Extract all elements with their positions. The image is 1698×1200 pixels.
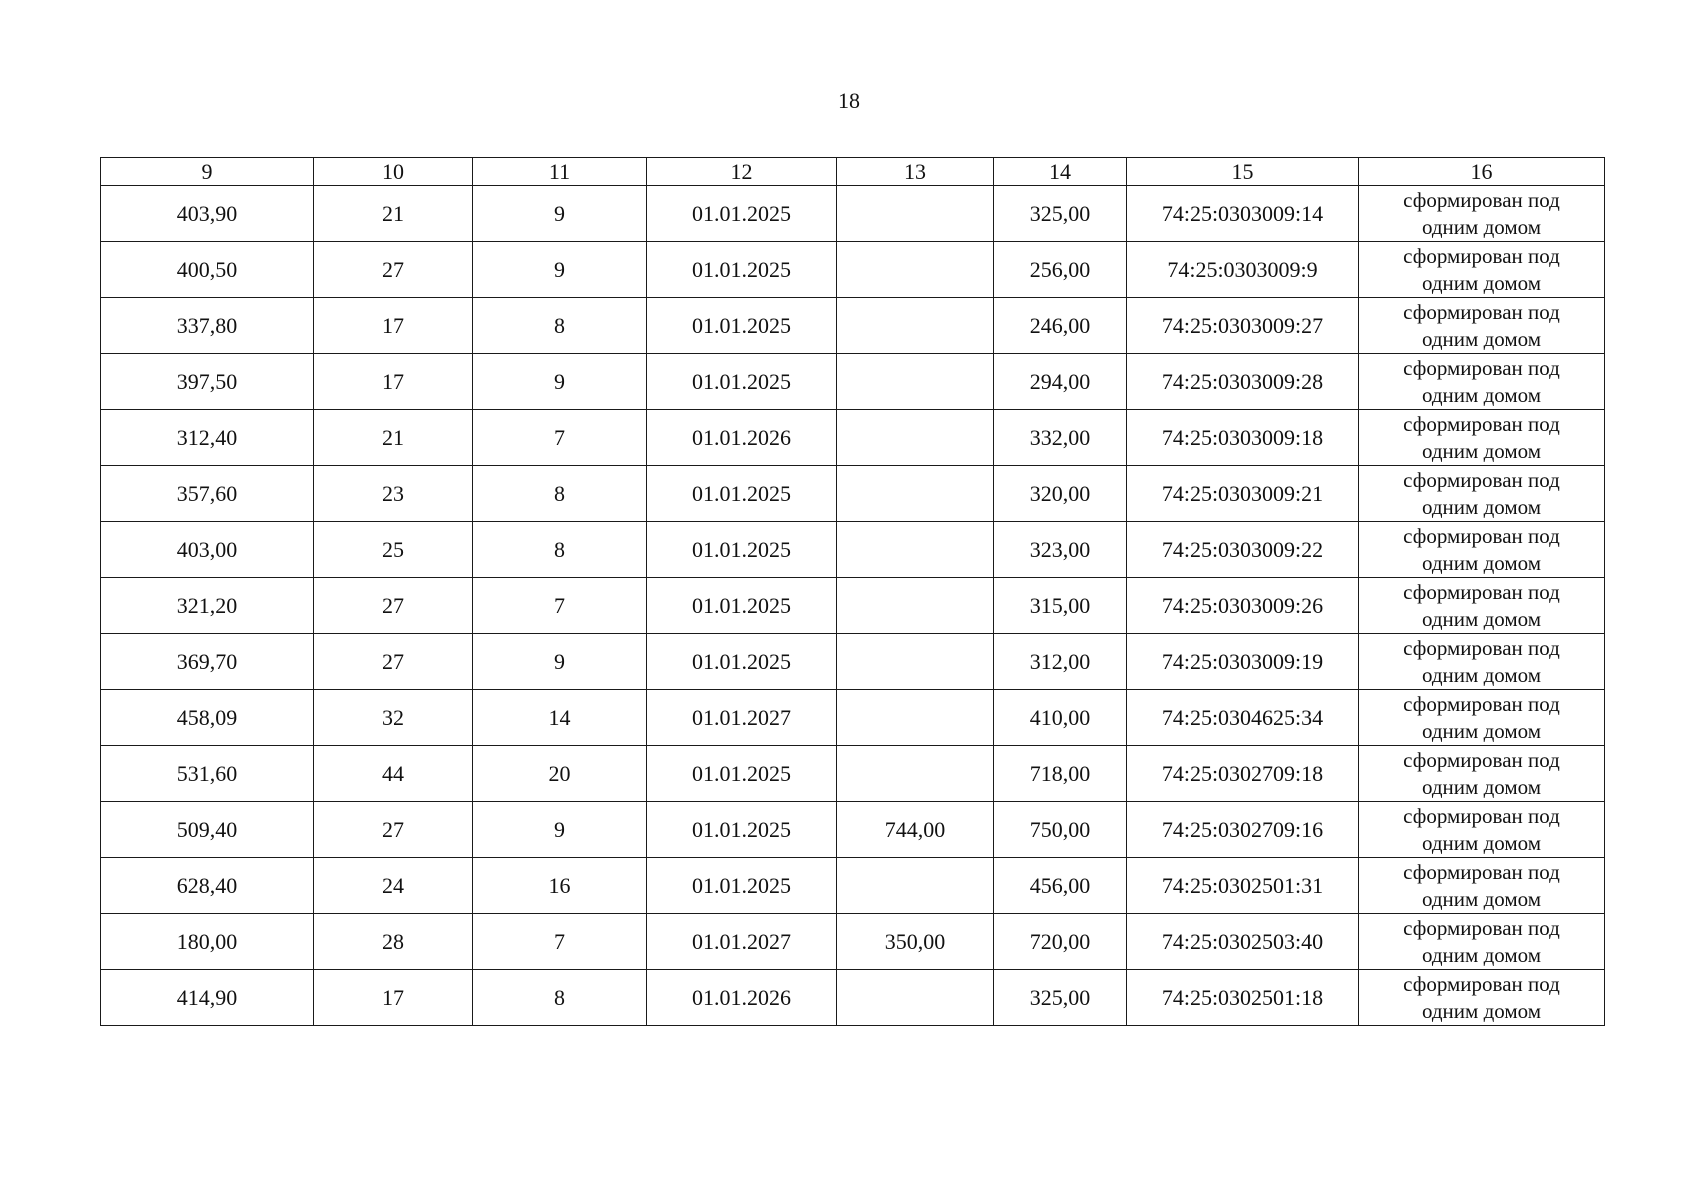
count-cell: 44 — [314, 746, 473, 802]
status-line-2: одним домом — [1421, 438, 1542, 463]
date-cell: 01.01.2025 — [647, 802, 837, 858]
table-row — [101, 186, 1605, 242]
table-row — [101, 634, 1605, 690]
cadastral-number-cell: 74:25:0302501:18 — [1127, 970, 1359, 1026]
value-cell: 294,00 — [994, 354, 1127, 410]
table-row — [101, 522, 1605, 578]
cadastral-number-cell: 74:25:0303009:27 — [1127, 298, 1359, 354]
table-row — [101, 298, 1605, 354]
count-cell: 9 — [473, 354, 647, 410]
status-line-2: одним домом — [1421, 214, 1542, 239]
date-cell: 01.01.2025 — [647, 298, 837, 354]
column-header: 13 — [837, 158, 994, 186]
column-header: 12 — [647, 158, 837, 186]
value-cell: 325,00 — [994, 970, 1127, 1026]
status-line-1: сформирован под — [1403, 915, 1560, 940]
value-cell — [837, 466, 994, 522]
count-cell: 17 — [314, 970, 473, 1026]
table-row — [101, 690, 1605, 746]
cadastral-number-cell: 74:25:0303009:26 — [1127, 578, 1359, 634]
page-number: 18 — [838, 88, 860, 113]
value-cell: 456,00 — [994, 858, 1127, 914]
status-cell — [1359, 242, 1605, 298]
cadastral-number-cell: 74:25:0303009:22 — [1127, 522, 1359, 578]
value-cell — [837, 690, 994, 746]
status-cell — [1359, 466, 1605, 522]
status-line-1: сформирован под — [1403, 467, 1560, 492]
value-cell: 323,00 — [994, 522, 1127, 578]
date-cell: 01.01.2025 — [647, 466, 837, 522]
status-line-2: одним домом — [1421, 550, 1542, 575]
count-cell: 21 — [314, 186, 473, 242]
value-cell: 256,00 — [994, 242, 1127, 298]
status-cell — [1359, 802, 1605, 858]
value-cell: 325,00 — [994, 186, 1127, 242]
table-row — [101, 578, 1605, 634]
count-cell: 32 — [314, 690, 473, 746]
count-cell: 9 — [473, 186, 647, 242]
table-row — [101, 802, 1605, 858]
count-cell: 7 — [473, 410, 647, 466]
area-cell: 403,90 — [101, 186, 314, 242]
cadastral-number-cell: 74:25:0303009:19 — [1127, 634, 1359, 690]
area-cell: 357,60 — [101, 466, 314, 522]
area-cell: 321,20 — [101, 578, 314, 634]
table-body — [101, 186, 1605, 1026]
status-line-1: сформирован под — [1403, 299, 1560, 324]
status-line-2: одним домом — [1421, 998, 1542, 1023]
status-line-2: одним домом — [1421, 830, 1542, 855]
value-cell: 246,00 — [994, 298, 1127, 354]
status-line-1: сформирован под — [1403, 691, 1560, 716]
column-header: 9 — [101, 158, 314, 186]
value-cell: 744,00 — [837, 802, 994, 858]
date-cell: 01.01.2025 — [647, 858, 837, 914]
value-cell: 320,00 — [994, 466, 1127, 522]
status-line-2: одним домом — [1421, 270, 1542, 295]
value-cell — [837, 970, 994, 1026]
table-row — [101, 242, 1605, 298]
area-cell: 312,40 — [101, 410, 314, 466]
status-cell — [1359, 298, 1605, 354]
status-line-2: одним домом — [1421, 942, 1542, 967]
date-cell: 01.01.2025 — [647, 354, 837, 410]
count-cell: 8 — [473, 466, 647, 522]
status-line-2: одним домом — [1421, 382, 1542, 407]
status-cell — [1359, 690, 1605, 746]
cadastral-number-cell: 74:25:0303009:18 — [1127, 410, 1359, 466]
value-cell: 312,00 — [994, 634, 1127, 690]
table-row — [101, 410, 1605, 466]
count-cell: 8 — [473, 970, 647, 1026]
count-cell: 7 — [473, 914, 647, 970]
status-line-1: сформирован под — [1403, 747, 1560, 772]
status-line-2: одним домом — [1421, 662, 1542, 687]
cadastral-number-cell: 74:25:0302709:16 — [1127, 802, 1359, 858]
status-line-1: сформирован под — [1403, 859, 1560, 884]
value-cell — [837, 242, 994, 298]
count-cell: 28 — [314, 914, 473, 970]
area-cell: 628,40 — [101, 858, 314, 914]
area-cell: 531,60 — [101, 746, 314, 802]
status-cell — [1359, 186, 1605, 242]
table-row — [101, 914, 1605, 970]
area-cell: 337,80 — [101, 298, 314, 354]
data-table — [100, 157, 1605, 1026]
count-cell: 27 — [314, 634, 473, 690]
count-cell: 9 — [473, 634, 647, 690]
value-cell: 718,00 — [994, 746, 1127, 802]
count-cell: 21 — [314, 410, 473, 466]
status-line-2: одним домом — [1421, 494, 1542, 519]
date-cell: 01.01.2025 — [647, 746, 837, 802]
status-line-1: сформирован под — [1403, 187, 1560, 212]
area-cell: 400,50 — [101, 242, 314, 298]
count-cell: 24 — [314, 858, 473, 914]
area-cell: 458,09 — [101, 690, 314, 746]
count-cell: 14 — [473, 690, 647, 746]
column-header: 16 — [1359, 158, 1605, 186]
date-cell: 01.01.2027 — [647, 690, 837, 746]
date-cell: 01.01.2026 — [647, 410, 837, 466]
value-cell — [837, 410, 994, 466]
count-cell: 7 — [473, 578, 647, 634]
area-cell: 414,90 — [101, 970, 314, 1026]
count-cell: 9 — [473, 242, 647, 298]
count-cell: 20 — [473, 746, 647, 802]
cadastral-number-cell: 74:25:0303009:21 — [1127, 466, 1359, 522]
table-row — [101, 970, 1605, 1026]
status-cell — [1359, 914, 1605, 970]
area-cell: 369,70 — [101, 634, 314, 690]
count-cell: 27 — [314, 802, 473, 858]
status-line-2: одним домом — [1421, 718, 1542, 743]
area-cell: 403,00 — [101, 522, 314, 578]
cadastral-number-cell: 74:25:0303009:28 — [1127, 354, 1359, 410]
date-cell: 01.01.2025 — [647, 578, 837, 634]
status-cell — [1359, 410, 1605, 466]
status-line-1: сформирован под — [1403, 971, 1560, 996]
date-cell: 01.01.2027 — [647, 914, 837, 970]
status-cell — [1359, 354, 1605, 410]
table-row — [101, 746, 1605, 802]
cadastral-number-cell: 74:25:0303009:9 — [1127, 242, 1359, 298]
cadastral-number-cell: 74:25:0302503:40 — [1127, 914, 1359, 970]
column-header: 11 — [473, 158, 647, 186]
cadastral-number-cell: 74:25:0303009:14 — [1127, 186, 1359, 242]
count-cell: 23 — [314, 466, 473, 522]
date-cell: 01.01.2025 — [647, 186, 837, 242]
value-cell: 315,00 — [994, 578, 1127, 634]
count-cell: 8 — [473, 298, 647, 354]
status-line-2: одним домом — [1421, 326, 1542, 351]
count-cell: 25 — [314, 522, 473, 578]
date-cell: 01.01.2025 — [647, 522, 837, 578]
count-cell: 27 — [314, 578, 473, 634]
value-cell — [837, 578, 994, 634]
value-cell: 332,00 — [994, 410, 1127, 466]
date-cell: 01.01.2026 — [647, 970, 837, 1026]
status-line-2: одним домом — [1421, 886, 1542, 911]
cadastral-number-cell: 74:25:0302501:31 — [1127, 858, 1359, 914]
value-cell — [837, 746, 994, 802]
value-cell: 350,00 — [837, 914, 994, 970]
value-cell — [837, 186, 994, 242]
status-cell — [1359, 578, 1605, 634]
table-row — [101, 354, 1605, 410]
value-cell — [837, 634, 994, 690]
cadastral-number-cell: 74:25:0304625:34 — [1127, 690, 1359, 746]
value-cell — [837, 522, 994, 578]
table-row — [101, 466, 1605, 522]
table-row — [101, 858, 1605, 914]
count-cell: 17 — [314, 298, 473, 354]
column-header: 15 — [1127, 158, 1359, 186]
date-cell: 01.01.2025 — [647, 634, 837, 690]
status-line-2: одним домом — [1421, 774, 1542, 799]
status-line-1: сформирован под — [1403, 411, 1560, 436]
value-cell — [837, 858, 994, 914]
status-line-2: одним домом — [1421, 606, 1542, 631]
status-line-1: сформирован под — [1403, 523, 1560, 548]
value-cell: 410,00 — [994, 690, 1127, 746]
status-cell — [1359, 746, 1605, 802]
cadastral-number-cell: 74:25:0302709:18 — [1127, 746, 1359, 802]
count-cell: 27 — [314, 242, 473, 298]
status-cell — [1359, 634, 1605, 690]
status-line-1: сформирован под — [1403, 803, 1560, 828]
column-header: 10 — [314, 158, 473, 186]
status-cell — [1359, 858, 1605, 914]
status-line-1: сформирован под — [1403, 635, 1560, 660]
column-header: 14 — [994, 158, 1127, 186]
status-line-1: сформирован под — [1403, 243, 1560, 268]
date-cell: 01.01.2025 — [647, 242, 837, 298]
status-cell — [1359, 970, 1605, 1026]
count-cell: 8 — [473, 522, 647, 578]
count-cell: 17 — [314, 354, 473, 410]
count-cell: 16 — [473, 858, 647, 914]
count-cell: 9 — [473, 802, 647, 858]
status-line-1: сформирован под — [1403, 579, 1560, 604]
header-row — [101, 158, 1605, 186]
area-cell: 509,40 — [101, 802, 314, 858]
value-cell — [837, 354, 994, 410]
area-cell: 180,00 — [101, 914, 314, 970]
value-cell — [837, 298, 994, 354]
value-cell: 720,00 — [994, 914, 1127, 970]
value-cell: 750,00 — [994, 802, 1127, 858]
status-cell — [1359, 522, 1605, 578]
area-cell: 397,50 — [101, 354, 314, 410]
status-line-1: сформирован под — [1403, 355, 1560, 380]
